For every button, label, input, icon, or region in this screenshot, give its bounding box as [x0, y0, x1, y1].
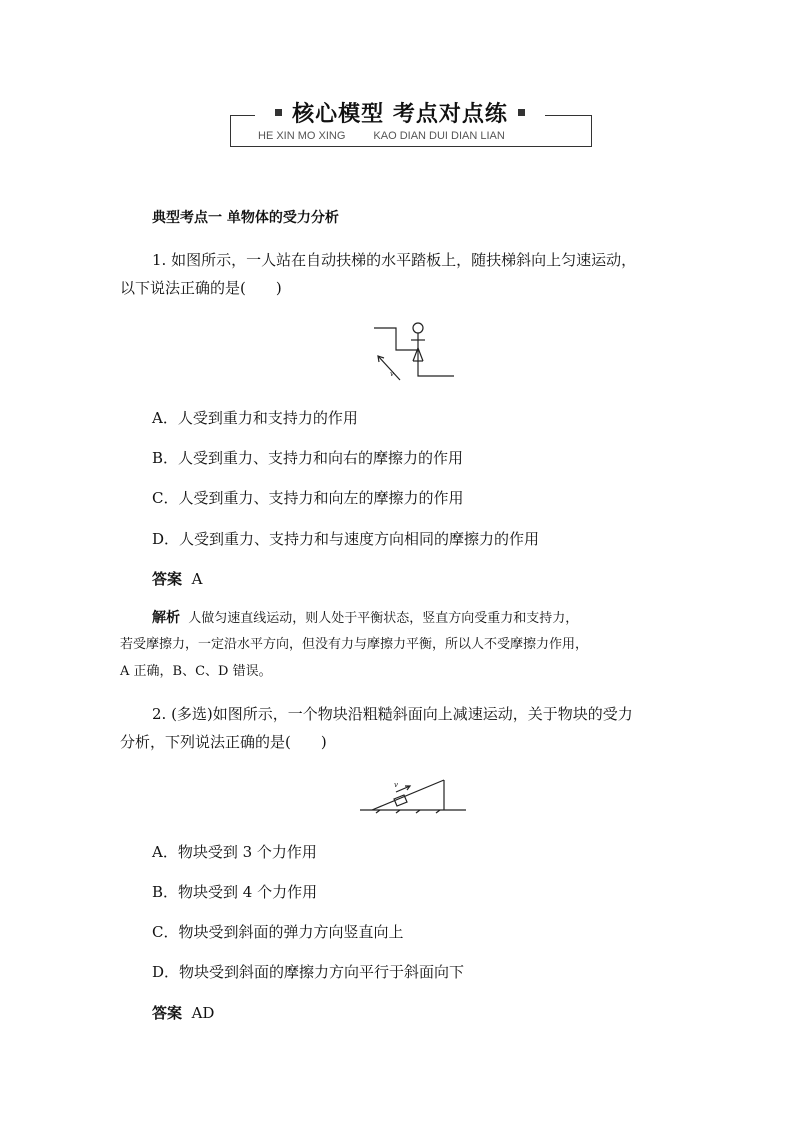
q1-figure-escalator [366, 316, 462, 388]
q2-answer-label: 答案 [152, 1004, 183, 1022]
q2-option-b: B．物块受到 4 个力作用 [152, 883, 318, 901]
escalator-steps [374, 328, 454, 376]
banner-right-square-icon [518, 109, 525, 116]
q2-velocity-label: v [394, 781, 398, 789]
q1-option-d: D．人受到重力、支持力和与速度方向相同的摩擦力的作用 [152, 530, 540, 548]
incline-surface [372, 780, 444, 810]
person-head [413, 323, 423, 333]
q2-option-c: C．物块受到斜面的弹力方向竖直向上 [152, 923, 404, 941]
pinyin-left: HE XIN MO XING [258, 130, 346, 142]
q1-explanation-line1 [152, 608, 578, 629]
q1-option-a: A．人受到重力和支持力的作用 [152, 409, 358, 427]
q1-explanation-text1: 人做匀速直线运动，则人处于平衡状态，竖直方向受重力和支持力， [188, 611, 579, 626]
q2-option-a: A．物块受到 3 个力作用 [152, 843, 317, 861]
q1-explanation-label: 解析 [152, 610, 180, 626]
q1-velocity-label: v [390, 370, 394, 378]
q1-explanation-line3: A 正确，B、C、D 错误。 [120, 664, 272, 679]
banner-left-square-icon [275, 109, 282, 116]
q2-stem-line2: 分析，下列说法正确的是( ) [120, 733, 327, 751]
page-title: 核心模型 考点对点练 [292, 100, 508, 127]
q1-option-b: B．人受到重力、支持力和向右的摩擦力的作用 [152, 449, 464, 467]
q1-answer-value: A [191, 570, 203, 588]
section-title: 典型考点一 单物体的受力分析 [152, 210, 339, 226]
velocity-arrow [378, 356, 400, 380]
header-pinyin [258, 130, 505, 142]
q1-answer [152, 569, 202, 589]
q1-stem-line1: 1. 如图所示，一人站在自动扶梯的水平踏板上，随扶梯斜向上匀速运动， [152, 251, 637, 269]
header-banner [255, 98, 545, 126]
q2-option-d: D．物块受到斜面的摩擦力方向平行于斜面向下 [152, 963, 465, 981]
q1-explanation-line2: 若受摩擦力，一定沿水平方向，但没有力与摩擦力平衡，所以人不受摩擦力作用， [120, 637, 589, 652]
q1-option-c: C．人受到重力、支持力和向左的摩擦力的作用 [152, 489, 464, 507]
q2-answer-value: AD [191, 1004, 215, 1022]
q1-answer-label: 答案 [152, 570, 183, 588]
q2-answer [152, 1003, 214, 1023]
pinyin-right: KAO DIAN DUI DIAN LIAN [373, 130, 505, 142]
q2-figure-incline [356, 772, 472, 816]
q1-stem-line2: 以下说法正确的是( ) [120, 279, 282, 297]
q2-stem-line1: 2. (多选)如图所示，一个物块沿粗糙斜面向上减速运动，关于物块的受力 [152, 705, 633, 723]
